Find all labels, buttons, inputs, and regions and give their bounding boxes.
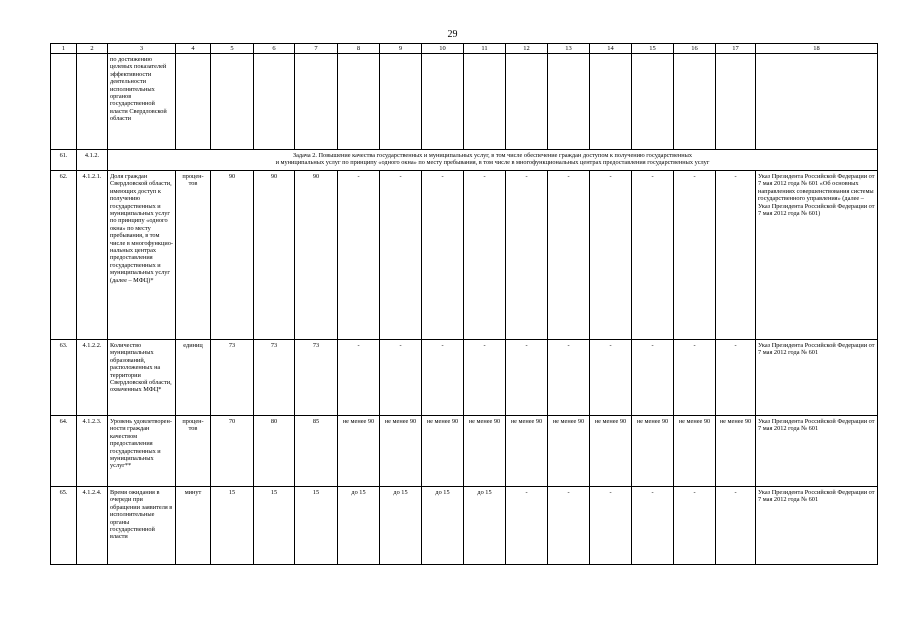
column-number-row [51, 44, 878, 54]
cell-value: 90 [254, 171, 295, 340]
cell-value: - [422, 171, 464, 340]
cell-num: 64. [51, 416, 77, 487]
cell-value: не менее 90 [338, 416, 380, 487]
cell-value: - [548, 487, 590, 565]
cell-value: - [338, 340, 380, 416]
cell-value: - [464, 171, 506, 340]
cell-value: 90 [211, 171, 254, 340]
table-row [51, 487, 878, 565]
cell-value: 15 [211, 487, 254, 565]
cell-num: 61. [51, 150, 77, 171]
column-number: 5 [211, 44, 254, 54]
cell-value: не менее 90 [548, 416, 590, 487]
column-number: 3 [108, 44, 176, 54]
cell-value: - [338, 171, 380, 340]
cell-value: - [632, 171, 674, 340]
cell-name: по достижению целевых показателей эффективности деятельности исполнительных органов государственной власти Свердловской области [108, 54, 176, 150]
cell-unit: единиц [176, 340, 211, 416]
cell-value: 73 [211, 340, 254, 416]
cell-source: Указ Президента Российской Федерации от 7 мая 2012 года № 601 [756, 416, 878, 487]
cell-value: - [632, 487, 674, 565]
cell-num [51, 54, 77, 150]
column-number: 10 [422, 44, 464, 54]
cell-num: 65. [51, 487, 77, 565]
cell-value: - [590, 340, 632, 416]
task-heading-line-2: и муниципальных услуг по принципу «одного окна» по месту пребывания, в том числе в многофункциональных центрах предоставления государственных услуг [275, 159, 710, 167]
cell-value: - [380, 171, 422, 340]
column-number: 14 [590, 44, 632, 54]
cell-value: - [632, 340, 674, 416]
cell-value: 15 [254, 487, 295, 565]
cell-name: Уровень удовлетворен-ности граждан качеством предоставления государственных и муниципальных услуг** [108, 416, 176, 487]
cell-value: 80 [254, 416, 295, 487]
task-heading-line-1: Задача 2. Повышение качества государственных и муниципальных услуг, в том числе обеспечение граждан доступом к получению государственных [292, 152, 692, 159]
cell-value: до 15 [338, 487, 380, 565]
table-row-task [51, 150, 878, 171]
cell-value: - [716, 340, 756, 416]
cell-code: 4.1.2.1. [77, 171, 108, 340]
cell-code: 4.1.2.4. [77, 487, 108, 565]
column-number: 12 [506, 44, 548, 54]
table-row [51, 171, 878, 340]
column-number: 11 [464, 44, 506, 54]
cell-value: 15 [295, 487, 338, 565]
cell-value: - [674, 171, 716, 340]
cell-unit: минут [176, 487, 211, 565]
column-number: 1 [51, 44, 77, 54]
cell-source: Указ Президента Российской Федерации от 7 мая 2012 года № 601 [756, 487, 878, 565]
column-number: 18 [756, 44, 878, 54]
cell-value: - [590, 171, 632, 340]
table-row-continuation [51, 54, 878, 150]
cell-value: - [674, 487, 716, 565]
cell-value: - [548, 171, 590, 340]
cell-value: - [506, 340, 548, 416]
cell-code: 4.1.2. [77, 150, 108, 171]
cell-source: Указ Президента Российской Федерации от 7 мая 2012 года № 601 [756, 340, 878, 416]
column-number: 2 [77, 44, 108, 54]
cell-source: Указ Президента Российской Федерации от 7 мая 2012 года № 601 «Об основных направлениях совершенствования системы государственного управления» (далее – Указ Президента Российской Федерации от 7 мая 2012 года № 601) [756, 171, 878, 340]
cell-value: 73 [295, 340, 338, 416]
cell-value: не менее 90 [464, 416, 506, 487]
cell-name: Время ожидания в очереди при обращении заявителя в исполнительные органы государственной власти [108, 487, 176, 565]
cell-code: 4.1.2.2. [77, 340, 108, 416]
column-number: 8 [338, 44, 380, 54]
cell-value: не менее 90 [674, 416, 716, 487]
cell-value: 73 [254, 340, 295, 416]
task-heading [108, 150, 878, 171]
cell-value: не менее 90 [380, 416, 422, 487]
cell-value: не менее 90 [506, 416, 548, 487]
cell-value: до 15 [422, 487, 464, 565]
cell-name: Количество муниципальных образований, расположенных на территории Свердловской области, охваченных МФЦ* [108, 340, 176, 416]
cell-code: 4.1.2.3. [77, 416, 108, 487]
cell-value: до 15 [464, 487, 506, 565]
cell-value: 90 [295, 171, 338, 340]
column-number: 6 [254, 44, 295, 54]
cell-value: не менее 90 [590, 416, 632, 487]
cell-value: - [464, 340, 506, 416]
indicators-table [50, 43, 878, 565]
cell-value: - [716, 171, 756, 340]
cell-value: не менее 90 [632, 416, 674, 487]
cell-value: - [506, 487, 548, 565]
cell-value: не менее 90 [716, 416, 756, 487]
table-row [51, 340, 878, 416]
cell-num: 63. [51, 340, 77, 416]
column-number: 16 [674, 44, 716, 54]
column-number: 9 [380, 44, 422, 54]
cell-code [77, 54, 108, 150]
column-number: 7 [295, 44, 338, 54]
cell-value: - [590, 487, 632, 565]
column-number: 13 [548, 44, 590, 54]
column-number: 4 [176, 44, 211, 54]
table-row [51, 416, 878, 487]
cell-value: - [716, 487, 756, 565]
cell-value: 70 [211, 416, 254, 487]
cell-unit: процен-тов [176, 171, 211, 340]
cell-value: - [548, 340, 590, 416]
column-number: 17 [716, 44, 756, 54]
cell-value: до 15 [380, 487, 422, 565]
cell-value: - [422, 340, 464, 416]
cell-value: - [380, 340, 422, 416]
page-number: 29 [447, 29, 458, 40]
cell-value: - [506, 171, 548, 340]
cell-value: - [674, 340, 716, 416]
cell-name: Доля граждан Свердловской области, имеющих доступ к получению государственных и муниципальных услуг по принципу «одного окна» по месту пребывания, в том числе в многофункцио-нальных центрах предоставления государственных и муниципальных услуг (далее – МФЦ)* [108, 171, 176, 340]
column-number: 15 [632, 44, 674, 54]
cell-value: 85 [295, 416, 338, 487]
cell-num: 62. [51, 171, 77, 340]
cell-unit: процен-тов [176, 416, 211, 487]
cell-value: не менее 90 [422, 416, 464, 487]
